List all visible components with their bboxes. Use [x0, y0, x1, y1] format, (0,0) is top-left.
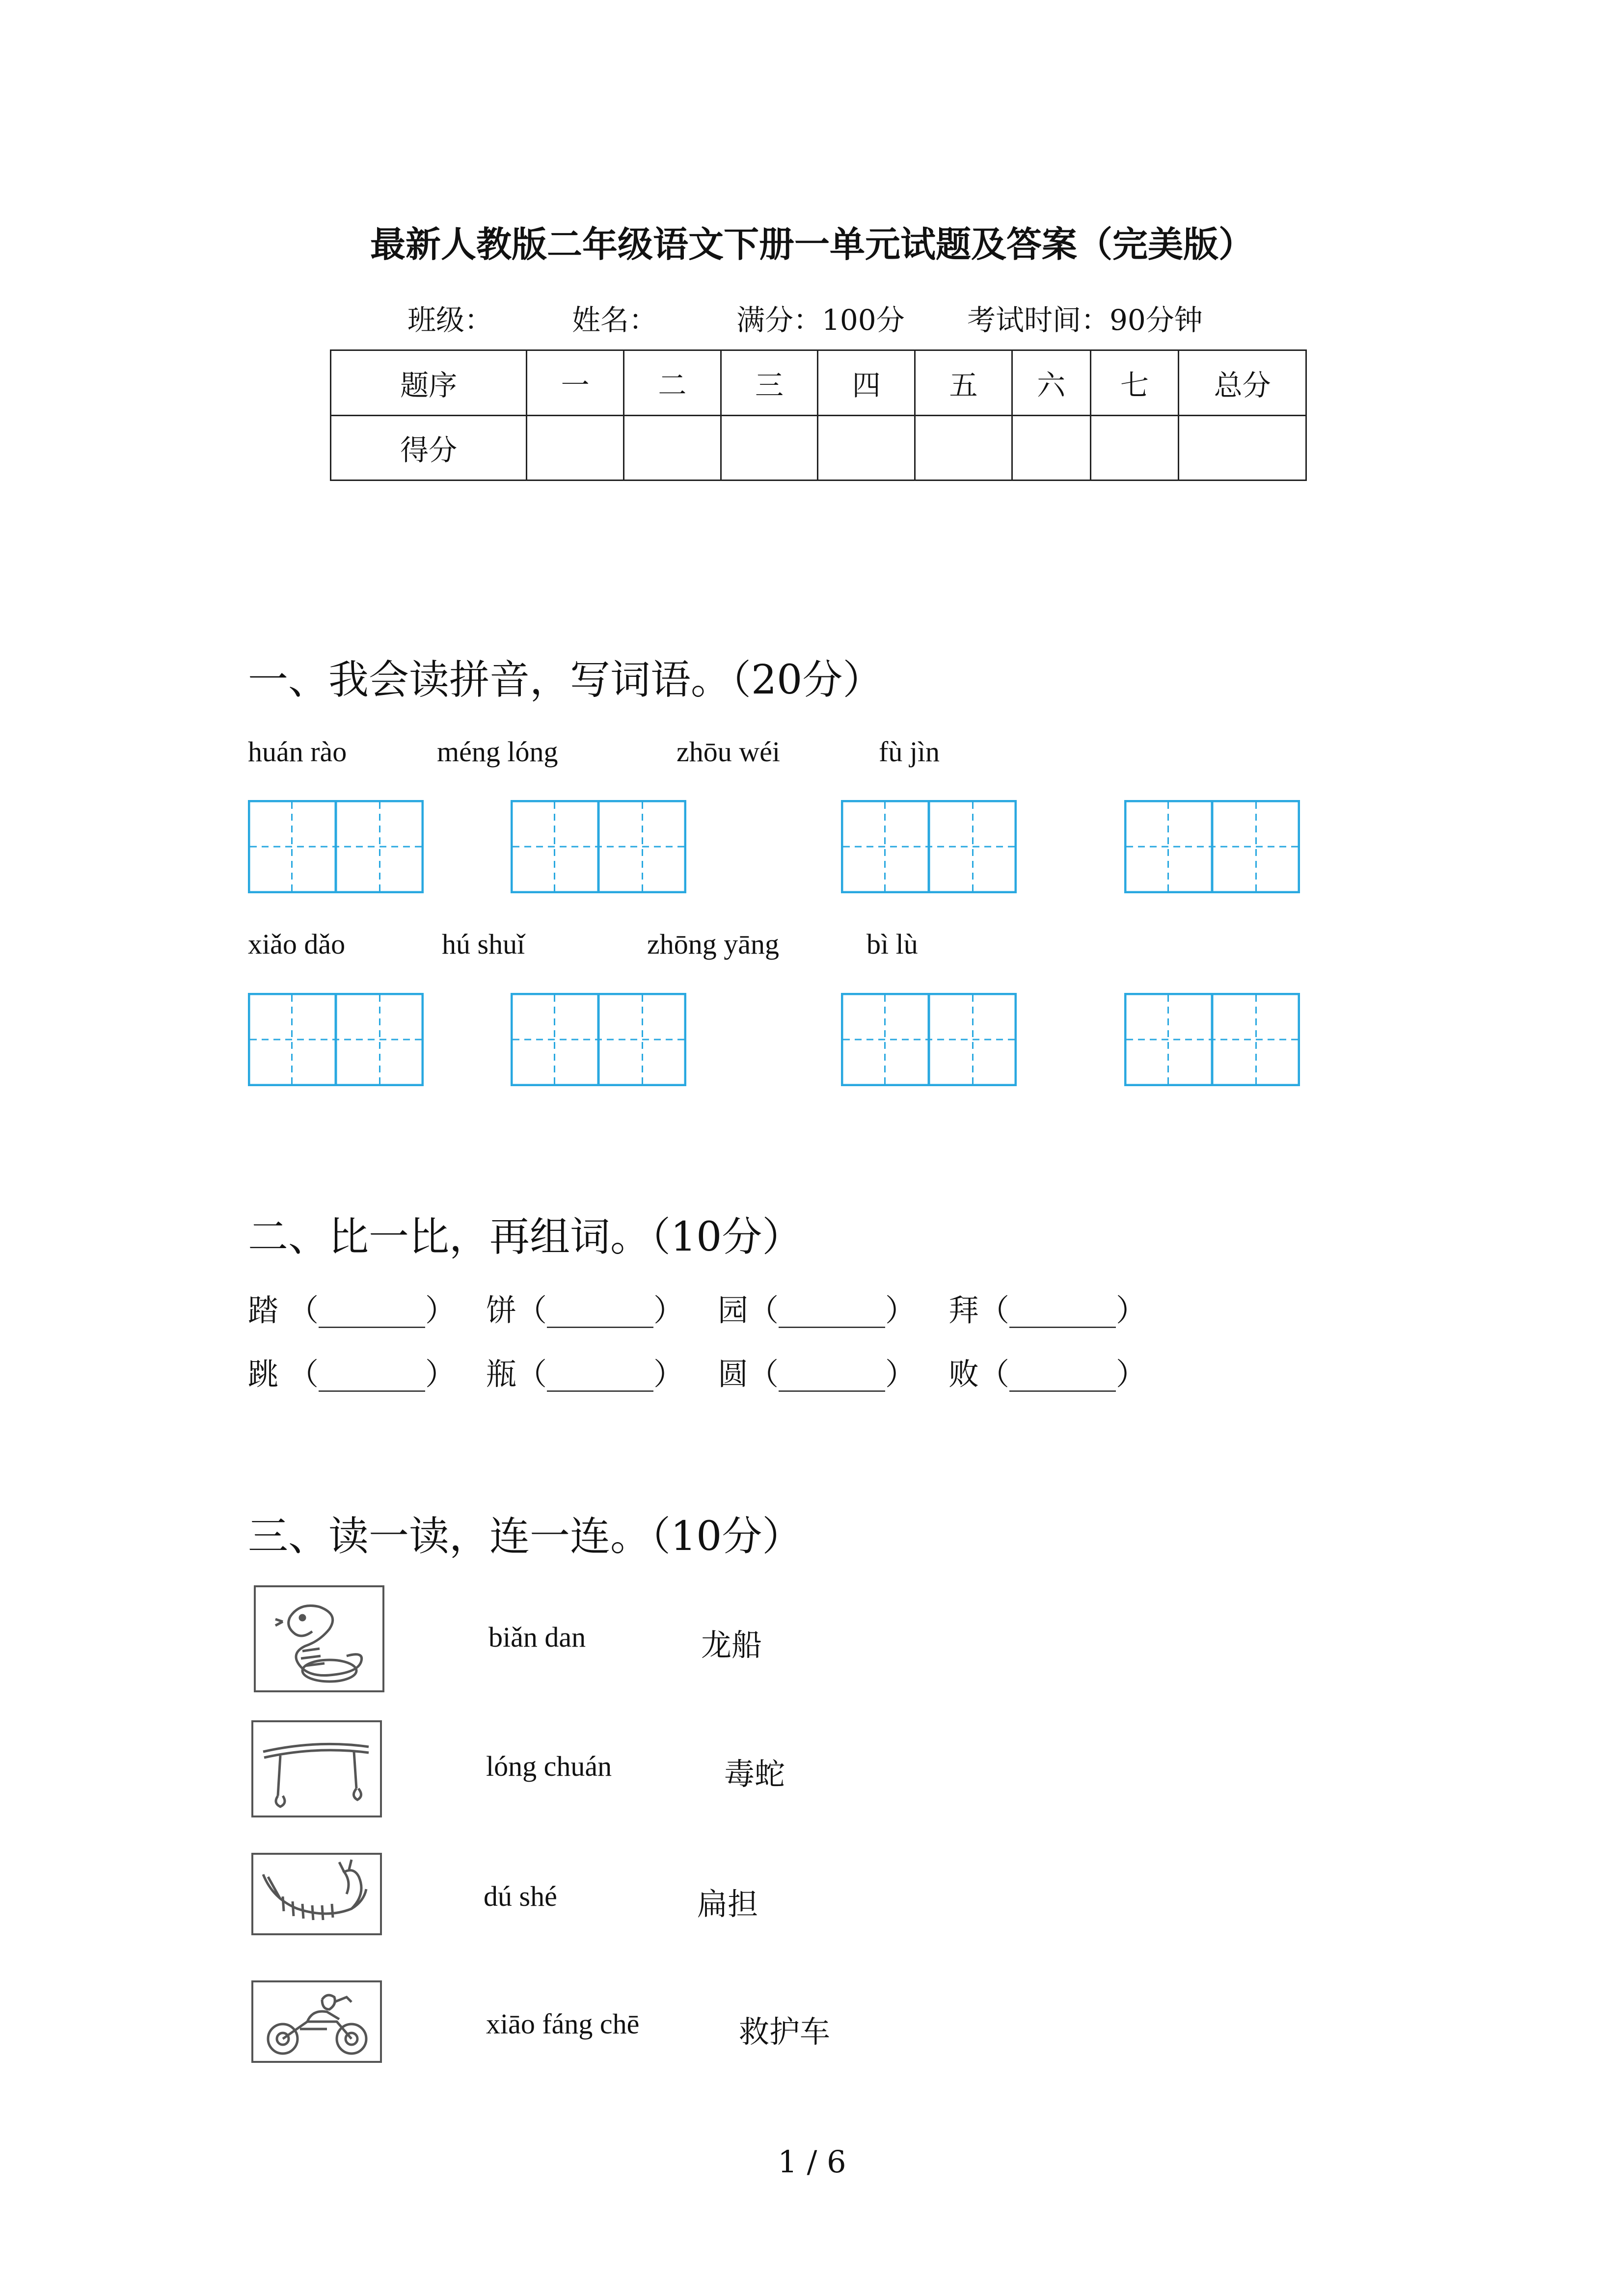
writing-grid[interactable]	[841, 993, 1017, 1086]
score-cell[interactable]	[818, 415, 915, 481]
score-cell[interactable]	[721, 415, 818, 481]
pinyin-label: zhōu wéi	[677, 736, 780, 768]
match-pinyin[interactable]: xiāo fáng chē	[486, 2008, 640, 2040]
writing-grid[interactable]	[1124, 800, 1300, 893]
table-header-cell: 一	[527, 350, 624, 416]
compare-char: 拜	[948, 1292, 979, 1328]
match-pinyin[interactable]: biǎn dan	[488, 1621, 586, 1653]
match-word[interactable]: 扁担	[697, 1886, 758, 1922]
compare-char: 瓶	[486, 1356, 517, 1392]
table-row-label: 得分	[331, 415, 527, 481]
answer-blank[interactable]: （_______）	[748, 1356, 916, 1392]
score-cell[interactable]	[623, 415, 721, 481]
table-header-cell: 三	[721, 350, 818, 416]
score-cell[interactable]	[1090, 415, 1179, 481]
answer-blank[interactable]: （_______）	[516, 1292, 684, 1328]
page-number: 1 / 6	[778, 2144, 846, 2180]
score-table-score-row	[331, 415, 1306, 481]
dragon-boat-icon[interactable]	[251, 1853, 382, 1935]
compare-char-item[interactable]	[486, 1286, 684, 1330]
section1-heading: 一、我会读拼音，写词语。（20分）	[248, 657, 883, 703]
writing-grid[interactable]	[1124, 993, 1300, 1086]
answer-blank[interactable]: （_______）	[748, 1292, 916, 1328]
compare-char-item[interactable]	[948, 1286, 1146, 1330]
writing-grid[interactable]	[248, 800, 424, 893]
section2-heading: 二、比一比，再组词。（10分）	[248, 1214, 803, 1260]
section3-heading: 三、读一读，连一连。（10分）	[248, 1513, 803, 1560]
score-cell[interactable]	[1179, 415, 1306, 481]
answer-blank[interactable]: （_______）	[979, 1356, 1147, 1392]
compare-char-item[interactable]	[248, 1350, 456, 1393]
answer-blank[interactable]: （_______）	[288, 1292, 456, 1328]
table-header-cell: 四	[818, 350, 915, 416]
table-header-cell: 总分	[1179, 350, 1306, 416]
snake-icon[interactable]	[254, 1585, 384, 1692]
score-table	[330, 349, 1307, 481]
writing-grid[interactable]	[841, 800, 1017, 893]
pinyin-label: bì lù	[866, 928, 918, 960]
writing-grid[interactable]	[511, 800, 686, 893]
match-pinyin[interactable]: dú shé	[484, 1880, 557, 1912]
answer-blank[interactable]: （_______）	[516, 1356, 684, 1392]
pinyin-label: zhōng yāng	[647, 928, 779, 960]
answer-blank[interactable]: （_______）	[288, 1356, 456, 1392]
writing-grid[interactable]	[511, 993, 686, 1086]
carrying-pole-icon[interactable]	[251, 1720, 382, 1817]
compare-char: 败	[948, 1356, 979, 1392]
compare-char-item[interactable]	[718, 1286, 916, 1330]
table-header-cell: 七	[1090, 350, 1179, 416]
pinyin-label: fù jìn	[879, 736, 940, 768]
compare-char-item[interactable]	[718, 1350, 916, 1393]
compare-char: 圆	[718, 1356, 749, 1392]
match-word[interactable]: 龙船	[701, 1627, 762, 1663]
exam-time-label: 考试时间：90分钟	[967, 303, 1203, 337]
name-label: 姓名：	[572, 303, 658, 337]
pinyin-label: xiǎo dǎo	[248, 928, 346, 960]
writing-grid[interactable]	[248, 993, 424, 1086]
pinyin-label: hú shuǐ	[442, 928, 525, 960]
page-title: 最新人教版二年级语文下册一单元试题及答案（完美版）	[370, 223, 1254, 265]
score-cell[interactable]	[915, 415, 1012, 481]
class-label: 班级：	[407, 303, 493, 337]
match-word[interactable]: 救护车	[739, 2014, 831, 2050]
compare-char-item[interactable]	[248, 1286, 456, 1330]
table-header-cell: 五	[915, 350, 1012, 416]
compare-char: 跳	[248, 1356, 279, 1392]
score-cell[interactable]	[1012, 415, 1090, 481]
compare-char-item[interactable]	[948, 1350, 1146, 1393]
score-table-header-row	[331, 350, 1306, 416]
score-cell[interactable]	[527, 415, 624, 481]
table-header-cell: 题序	[331, 350, 527, 416]
table-header-cell: 六	[1012, 350, 1090, 416]
answer-blank[interactable]: （_______）	[979, 1292, 1147, 1328]
pinyin-label: méng lóng	[437, 736, 558, 768]
match-pinyin[interactable]: lóng chuán	[486, 1750, 612, 1782]
compare-char-item[interactable]	[486, 1350, 684, 1393]
compare-char: 踏	[248, 1292, 279, 1328]
pinyin-label: huán rào	[248, 736, 347, 768]
full-score-label: 满分：100分	[736, 303, 905, 337]
motorcycle-icon[interactable]	[251, 1980, 382, 2063]
compare-char: 园	[718, 1292, 749, 1328]
compare-char: 饼	[486, 1292, 517, 1328]
match-word[interactable]: 毒蛇	[724, 1756, 785, 1792]
table-header-cell: 二	[623, 350, 721, 416]
